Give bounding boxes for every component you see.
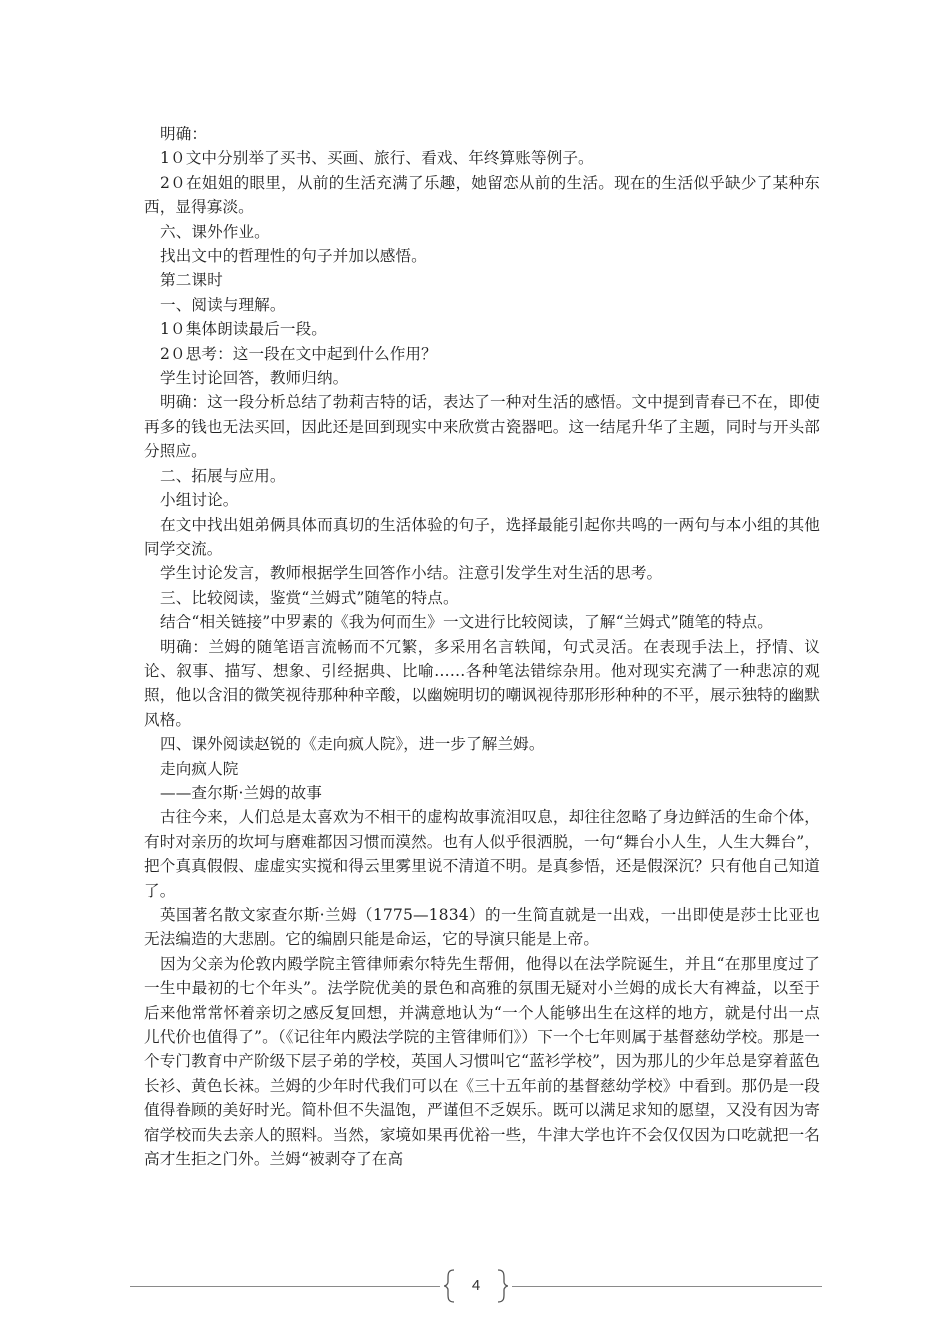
paragraph: 古往今来，人们总是太喜欢为不相干的虚构故事流泪叹息，却往往忽略了身边鲜活的生命个体，有时对亲历的坎坷与磨难都因习惯而漠然。也有人似乎很洒脱，一句“舞台小人生，人生大舞台”，把个真真假假、虚虚实实搅和得云里雾里说不清道不明。是真参悟，还是假深沉？只有他自己知道了。 <box>144 808 820 900</box>
paragraph: 明确：兰姆的随笔语言流畅而不冗繁，多采用名言轶闻，句式灵活。在表现手法上，抒情、议论、叙事、描写、想象、引经据典、比喻……各种笔法错综杂用。他对现实充满了一种悲凉的观照，他以含泪的微笑视待那种种辛酸，以幽婉明切的嘲讽视待那形形种种的不平，展示独特的幽默风格。 <box>144 637 820 729</box>
paragraph: 在文中找出姐弟俩具体而真切的生活体验的句子，选择最能引起你共鸣的一两句与本小组的其他同学交流。 <box>144 515 820 558</box>
paragraph: 英国著名散文家查尔斯·兰姆（1775—1834）的一生简直就是一出戏，一出即使是莎士比亚也无法编造的大悲剧。它的编剧只能是命运，它的导演只能是上帝。 <box>144 906 820 949</box>
paragraph: 小组讨论。 <box>160 491 239 510</box>
paragraph: 四、课外阅读赵锐的《走向疯人院》，进一步了解兰姆。 <box>160 735 545 754</box>
paragraph: 一、阅读与理解。 <box>160 295 286 314</box>
page-number-bracket <box>444 1268 508 1304</box>
paragraph: 学生讨论发言，教师根据学生回答作小结。注意引发学生对生活的思考。 <box>160 564 663 583</box>
paragraph: 2０在姐姐的眼里，从前的生活充满了乐趣，她留恋从前的生活。现在的生活似乎缺少了某种东西，显得寡淡。 <box>144 173 820 217</box>
paragraph: 二、拓展与应用。 <box>160 466 286 485</box>
paragraph: 六、课外作业。 <box>160 222 270 241</box>
page-footer <box>130 1266 822 1306</box>
paragraph: 因为父亲为伦敦内殿学院主管律师索尔特先生帮佣，他得以在法学院诞生，并且“在那里度过了一生中最初的七个年头”。法学院优美的景色和高雅的氛围无疑对小兰姆的成长大有裨益，以至于后来他常常怀着亲切之感反复回想，并满意地认为“一个人能够出生在这样的地方，就是付出一点儿代价也值得了”。（《记往年内殿法学院的主管律师们》）下一个七年则属于基督慈幼学校。那是一个专门教育中产阶级下层子弟的学校，英国人习惯叫它“蓝衫学校”，因为那儿的少年总是穿着蓝色长衫、黄色长袜。兰姆的少年时代我们可以在《三十五年前的基督慈幼学校》中看到。那仍是一段值得眷顾的美好时光。简朴但不失温饱，严谨但不乏娱乐。既可以满足求知的愿望，又没有因为寄宿学校而失去亲人的照料。当然，家境如果再优裕一些，牛津大学也许不会仅仅因为口吃就把一名高才生拒之门外。兰姆“被剥夺了在高 <box>144 954 820 1169</box>
footer-rule-right <box>512 1286 822 1287</box>
paragraph: 2０思考：这一段在文中起到什么作用？ <box>160 344 437 363</box>
paragraph: 1０文中分别举了买书、买画、旅行、看戏、年终算账等例子。 <box>160 149 594 168</box>
reading-subtitle: ——查尔斯·兰姆的故事 <box>160 783 322 802</box>
paragraph: 第二课时 <box>160 271 223 290</box>
paragraph: 明确： <box>160 125 208 143</box>
paragraph: 1０集体朗读最后一段。 <box>160 320 327 339</box>
reading-title: 走向疯人院 <box>160 759 239 778</box>
document-body <box>144 122 820 1171</box>
paragraph: 明确：这一段分析总结了勃莉吉特的话，表达了一种对生活的感悟。文中提到青春已不在，即使再多的钱也无法买回，因此还是回到现实中来欣赏古瓷器吧。这一结尾升华了主题，同时与开头部分照应。 <box>144 393 820 461</box>
paragraph: 结合“相关链接”中罗素的《我为何而生》一文进行比较阅读，了解“兰姆式”随笔的特点。 <box>160 613 773 632</box>
paragraph: 三、比较阅读，鉴赏“兰姆式”随笔的特点。 <box>160 588 459 607</box>
footer-rule-left <box>130 1286 440 1287</box>
paragraph: 找出文中的哲理性的句子并加以感悟。 <box>160 247 427 266</box>
paragraph: 学生讨论回答，教师归纳。 <box>160 369 349 388</box>
page-number: 4 <box>471 1277 481 1294</box>
